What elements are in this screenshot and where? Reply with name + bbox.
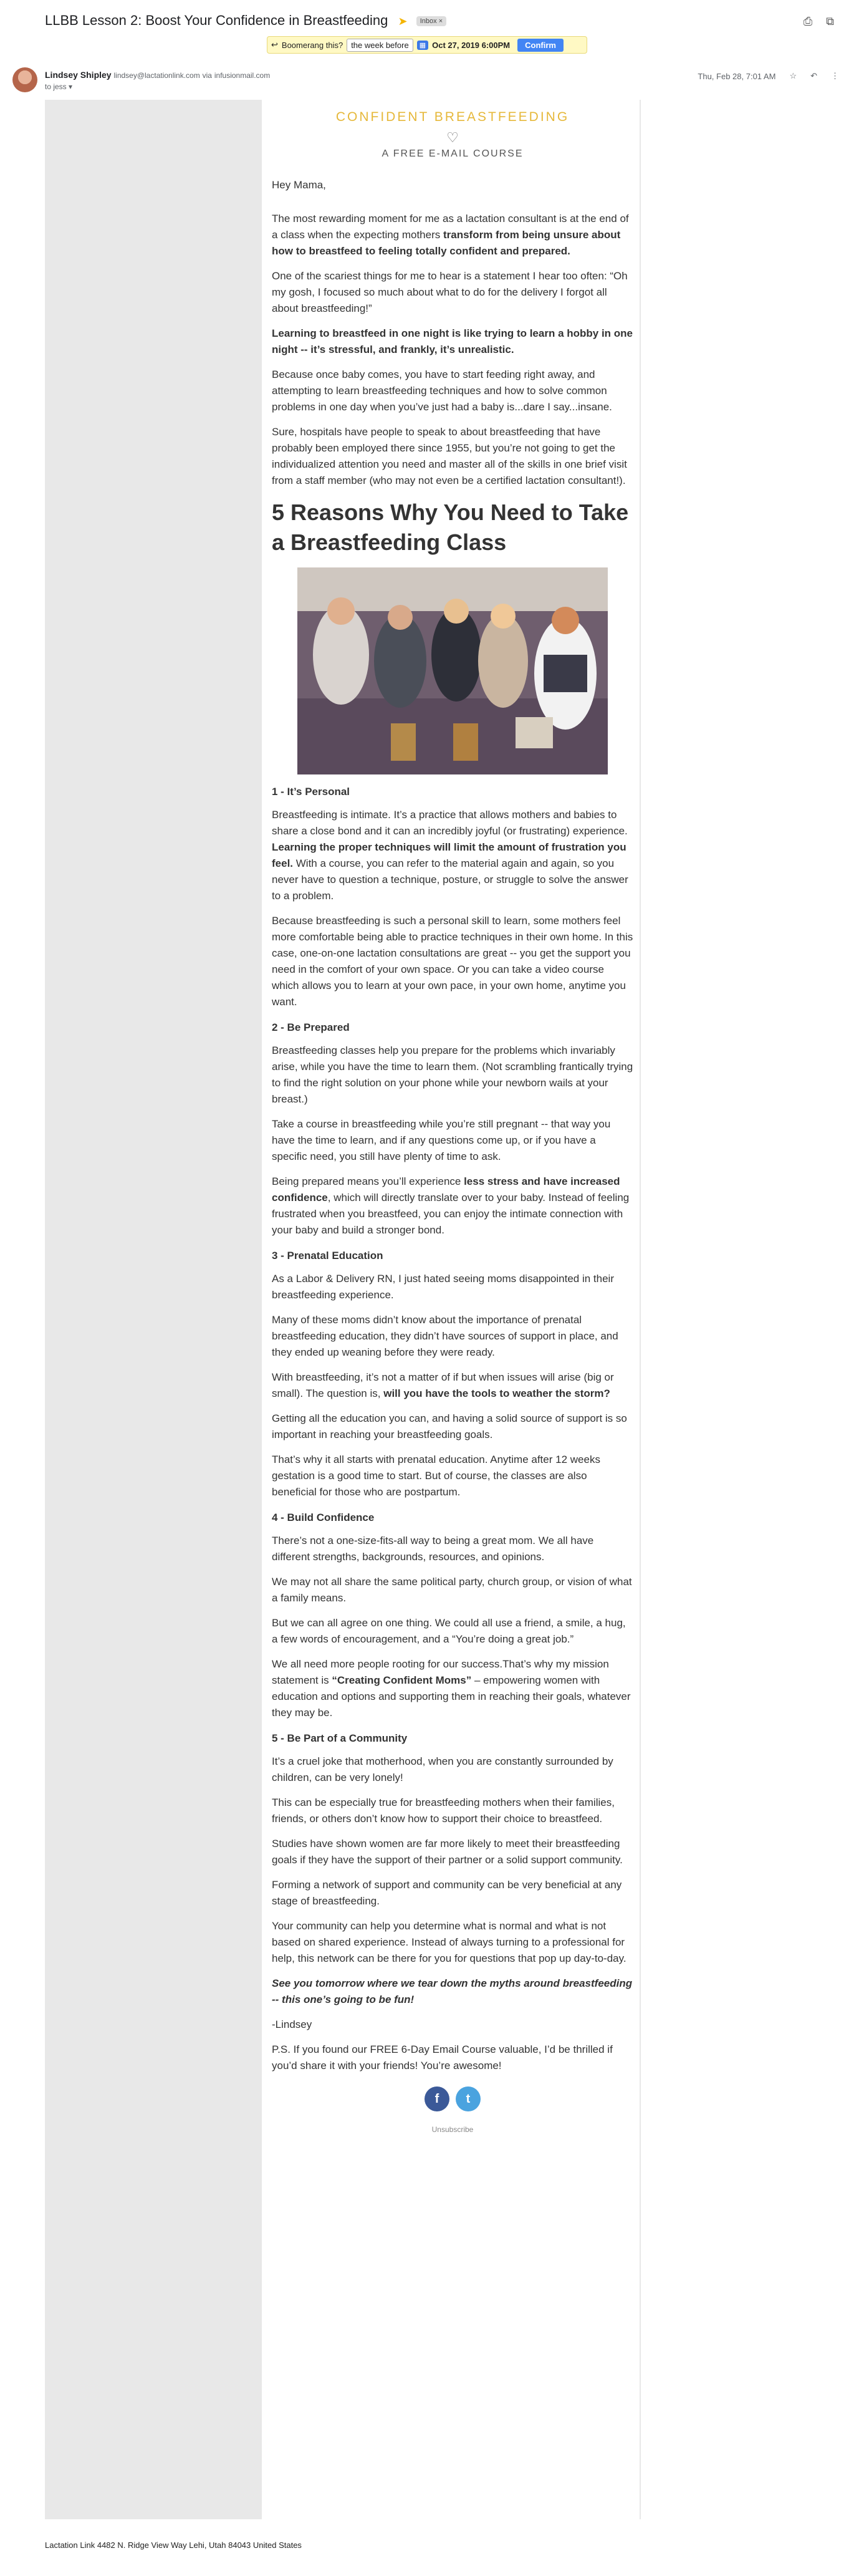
social-links — [272, 2086, 633, 2111]
boomerang-select[interactable]: the week before — [347, 39, 413, 52]
recipient-line[interactable]: to jess ▾ — [45, 82, 73, 91]
email-body — [262, 100, 640, 2519]
avatar[interactable] — [12, 67, 37, 92]
reason-1-title: 1 - It’s Personal — [272, 786, 350, 798]
reason-4-title: 4 - Build Confidence — [272, 1512, 375, 1523]
reason-3-para-5: That’s why it all starts with prenatal education. Anytime after 12 weeks gestation is a good time to start. But of course, the classes are also beneficial for those who are postpartum. — [272, 1454, 600, 1498]
facebook-icon[interactable]: f — [425, 2086, 449, 2111]
reason-5-title: 5 - Be Part of a Community — [272, 1732, 408, 1744]
importance-icon[interactable]: ➤ — [398, 15, 408, 27]
greeting: Hey Mama, — [272, 179, 326, 191]
boomerang-date[interactable]: Oct 27, 2019 6:00PM — [432, 40, 511, 50]
boomerang-icon: ↩ — [271, 40, 278, 49]
reason-2-para-2: Take a course in breastfeeding while you’re still pregnant -- that way you have the time to learn, and if any questions come up, or if you have a specific need, you still have plenty of time to ask. — [272, 1118, 611, 1162]
open-new-window-icon[interactable]: ⧉ — [826, 15, 834, 27]
print-icon[interactable]: ⎙ — [803, 15, 813, 27]
para-3: Learning to breastfeed in one night is like trying to learn a hobby in one night -- it’s stressful, and frankly, it’s unrealistic. — [272, 327, 633, 355]
reason-4-para-3: But we can all agree on one thing. We could all use a friend, a smile, a hug, a few words of encouragement, and a “You’re doing a great job.” — [272, 1617, 626, 1645]
reason-4-para-4: We all need more people rooting for our success.That’s why my mission statement is “Creating Confident Moms” – empowering women with education and options and supporting them in reaching their goals, whatever they may be. — [272, 1658, 631, 1719]
class-photo — [297, 567, 608, 774]
company-address: Lactation Link 4482 N. Ridge View Way Lehi, Utah 84043 United States — [45, 2540, 302, 2550]
reason-3-para-3: With breastfeeding, it’s not a matter of if but when issues will arise (big or small). The question is, will you have the tools to weather the storm? — [272, 1371, 614, 1399]
reason-5-para-3: Studies have shown women are far more likely to meet their breastfeeding goals if they have the support of their partner or a solid support community. — [272, 1838, 623, 1866]
sender-header — [12, 67, 847, 99]
from-line — [45, 70, 270, 80]
calendar-icon[interactable]: ▦ — [417, 41, 428, 50]
message-actions — [698, 71, 839, 81]
reply-icon[interactable]: ↶ — [810, 71, 817, 80]
boomerang-prompt: Boomerang this? — [281, 40, 343, 50]
boomerang-bar — [267, 36, 587, 54]
unsubscribe-link[interactable]: Unsubscribe — [431, 2125, 474, 2134]
sender-name[interactable]: Lindsey Shipley — [45, 70, 112, 80]
brand-title: CONFIDENT BREASTFEEDING — [335, 110, 570, 124]
message-date: Thu, Feb 28, 7:01 AM — [698, 71, 776, 81]
reason-3-para-1: As a Labor & Delivery RN, I just hated seeing moms disappointed in their breastfeeding experience. — [272, 1273, 614, 1301]
reason-1-para-1: Breastfeeding is intimate. It’s a practice that allows mothers and babies to share a close bond and it can an incredibly joyful (or frustrating) experience. Learning the proper techniques will limit the amount of frustration you feel. With a course, you can refer to the material again and again, so you never have to question a technique, posture, or struggle to solve the answer to a problem. — [272, 809, 628, 902]
heart-icon: ♡ — [446, 130, 459, 145]
subject-title: LLBB Lesson 2: Boost Your Confidence in Breastfeeding — [45, 12, 388, 28]
reason-1-para-2: Because breastfeeding is such a personal skill to learn, some mothers feel more comfortable being able to practice techniques in their own home. In this case, one-on-one lactation consultations are great -- you get the support you need in the comfort of your own space. Or you can take a video course which allows you to learn at your own pace, in your own home, anytime you want. — [272, 915, 633, 1008]
via-label: via — [202, 71, 212, 80]
reason-5-para-2: This can be especially true for breastfeeding mothers when their families, friends, or others don’t know how to support their choice to breastfeed. — [272, 1797, 615, 1825]
course-subtitle: A FREE E-MAIL COURSE — [382, 148, 524, 159]
email-subject — [45, 12, 446, 29]
star-icon[interactable]: ☆ — [789, 71, 797, 80]
reason-2-para-3: Being prepared means you’ll experience less stress and have increased confidence, which will directly translate over to your baby. Instead of feeling frustrated when you breastfeed, you can enjoy the intimate connection with your baby and build a stronger bond. — [272, 1175, 630, 1236]
reason-3-title: 3 - Prenatal Education — [272, 1250, 383, 1261]
para-2: One of the scariest things for me to hear is a statement I hear too often: “Oh my gosh, I focused so much about what to do for the delivery I forgot all about breastfeeding!” — [272, 270, 628, 314]
reason-5-para-5: Your community can help you determine what is normal and what is not based on shared experience. Instead of always turning to a professional for help, this network can be there for you for questions that pop up day-to-day. — [272, 1920, 626, 1964]
top-actions — [804, 15, 834, 28]
reason-5-para-4: Forming a network of support and community can be very beneficial at any stage of breastfeeding. — [272, 1879, 622, 1907]
reason-4-para-2: We may not all share the same political party, church group, or vision of what a family means. — [272, 1576, 632, 1604]
inbox-label[interactable]: Inbox × — [416, 16, 446, 26]
reason-3-para-2: Many of these moms didn’t know about the importance of prenatal breastfeeding education, they didn’t have sources of support in place, and they ended up weaning before they were ready. — [272, 1314, 618, 1358]
para-5: Sure, hospitals have people to speak to about breastfeeding that have probably been employed there since 1955, but you’re not going to get the individualized attention you need and master all of the skills in one brief visit from a staff member (who may not even be a certified lactation consultant!). — [272, 426, 627, 486]
signature: -Lindsey — [272, 2019, 312, 2030]
reason-4-para-1: There’s not a one-size-fits-all way to being a great mom. We all have different strengths, backgrounds, resources, and opinions. — [272, 1535, 594, 1563]
recipient: to jess — [45, 82, 67, 91]
confirm-button[interactable]: Confirm — [517, 39, 564, 52]
via-domain: infusionmail.com — [214, 71, 271, 80]
closing: See you tomorrow where we tear down the myths around breastfeeding -- this one’s going to be fun! — [272, 1977, 633, 2005]
reason-3-para-4: Getting all the education you can, and having a solid source of support is so important in reaching your breastfeeding goals. — [272, 1412, 627, 1440]
reason-5-para-1: It’s a cruel joke that motherhood, when you are constantly surrounded by children, can be very lonely! — [272, 1755, 613, 1783]
postscript: P.S. If you found our FREE 6-Day Email Course valuable, I’d be thrilled if you’d share it with your friends! You’re awesome! — [272, 2043, 613, 2072]
para-4: Because once baby comes, you have to start feeding right away, and attempting to learn breastfeeding techniques and how to solve common problems in one day when you’ve just had a baby is...dare I say...insane. — [272, 369, 612, 413]
twitter-icon[interactable]: t — [456, 2086, 481, 2111]
section-heading: 5 Reasons Why You Need to Take a Breastfeeding Class — [272, 499, 629, 555]
class-photo-art — [297, 567, 608, 774]
para-1: The most rewarding moment for me as a lactation consultant is at the end of a class when the expecting mothers transform from being unsure about how to breastfeed to feeling totally confident and prepared. — [272, 213, 629, 257]
sender-email: lindsey@lactationlink.com — [113, 71, 200, 80]
more-icon[interactable]: ⋮ — [831, 71, 839, 80]
reason-2-title: 2 - Be Prepared — [272, 1021, 350, 1033]
reason-2-para-1: Breastfeeding classes help you prepare for the problems which invariably arise, while you have the time to learn them. (Not scrambling frantically trying to find the right solution on your phone while your newborn wails at your breast.) — [272, 1044, 633, 1105]
